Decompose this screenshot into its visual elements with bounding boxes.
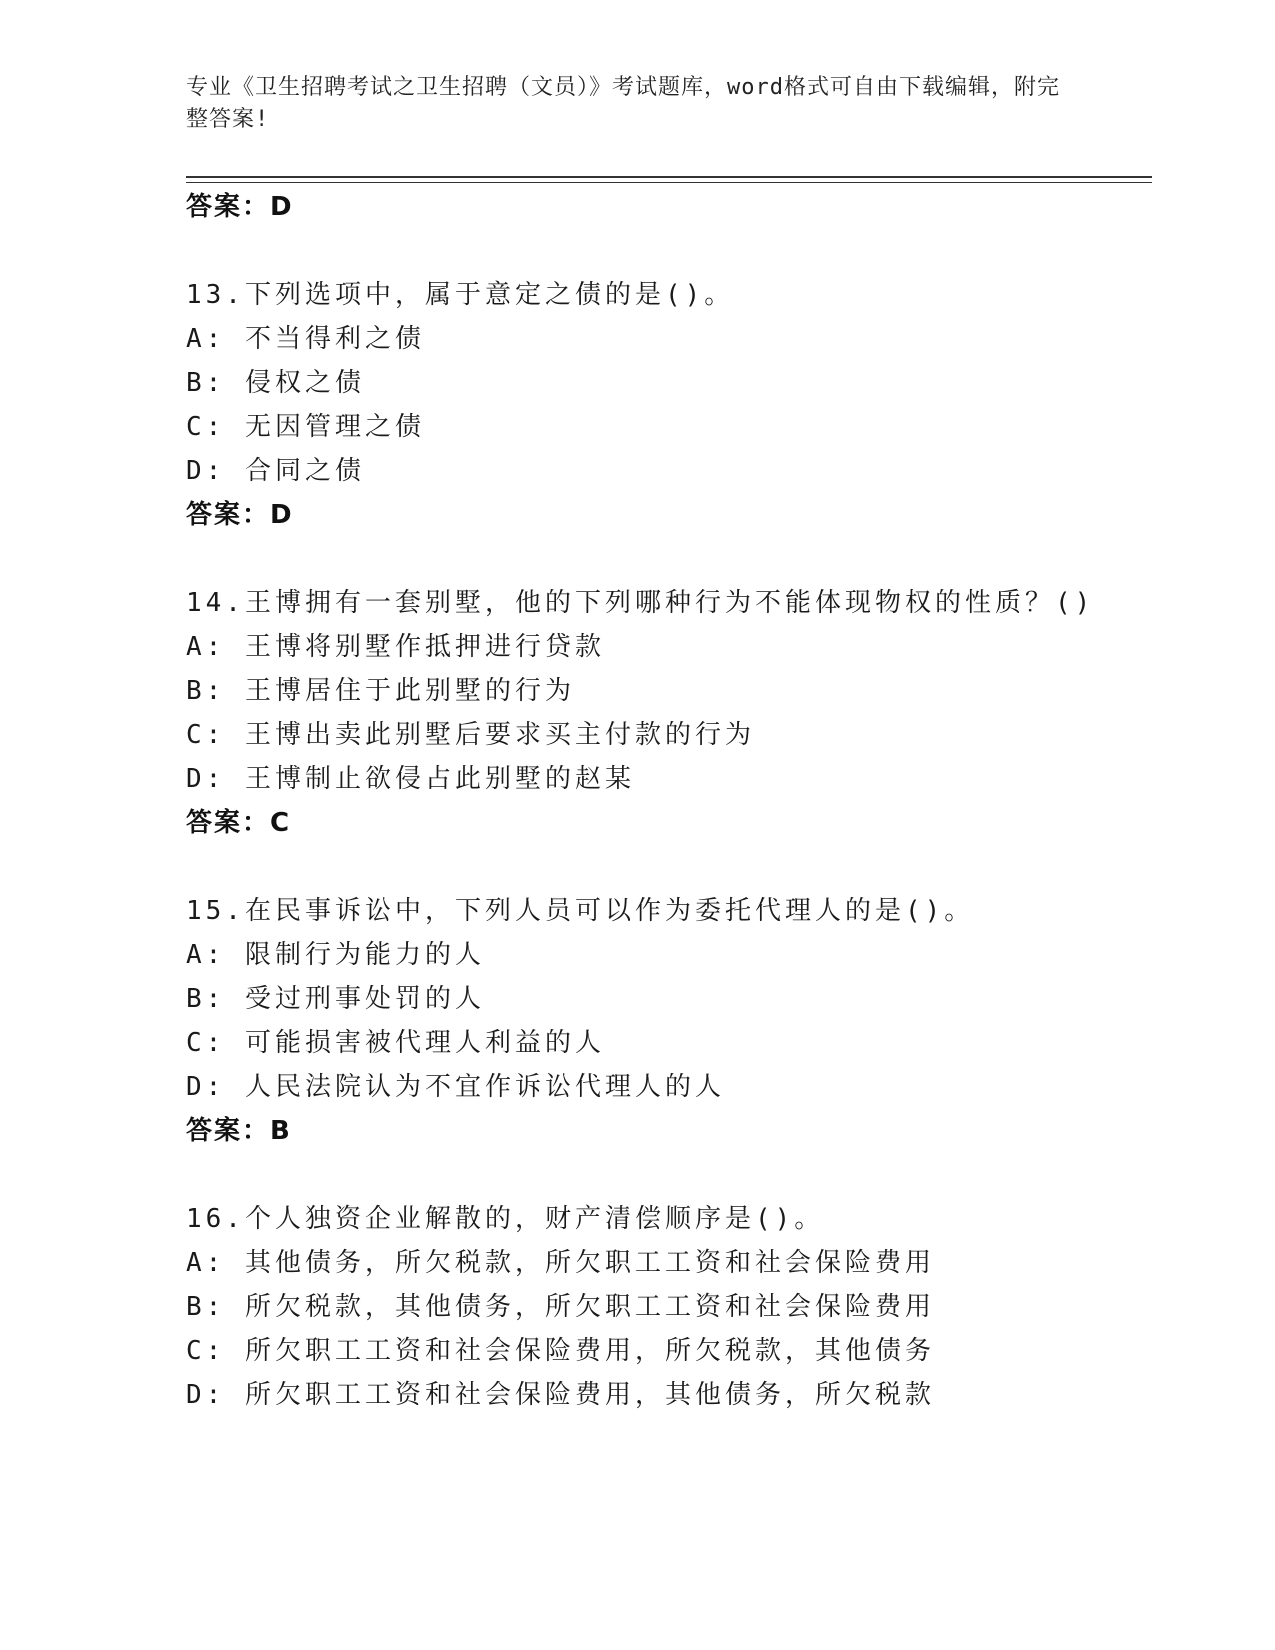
document-header: 专业《卫生招聘考试之卫生招聘（文员）》考试题库，word格式可自由下载编辑，附完整答案! (186, 75, 1060, 132)
question-15-option-c: C: 可能损害被代理人利益的人 (186, 1028, 605, 1058)
answer-15: 答案：B (186, 1116, 292, 1146)
answer-12: 答案：D (186, 192, 294, 222)
question-15-option-a: A: 限制行为能力的人 (186, 940, 485, 970)
question-16-option-d: D: 所欠职工工资和社会保险费用，其他债务，所欠税款 (186, 1380, 935, 1410)
question-14-stem: 14.王博拥有一套别墅，他的下列哪种行为不能体现物权的性质？() (186, 588, 1095, 618)
question-13-option-c: C: 无因管理之债 (186, 412, 425, 442)
answer-14: 答案：C (186, 808, 292, 838)
question-14-option-b: B: 王博居住于此别墅的行为 (186, 676, 575, 706)
question-15-stem: 15.在民事诉讼中，下列人员可以作为委托代理人的是()。 (186, 896, 975, 926)
question-13-stem: 13.下列选项中，属于意定之债的是()。 (186, 280, 735, 310)
question-15-option-d: D: 人民法院认为不宜作诉讼代理人的人 (186, 1072, 725, 1102)
question-16-option-a: A: 其他债务，所欠税款，所欠职工工资和社会保险费用 (186, 1248, 935, 1278)
question-14-option-c: C: 王博出卖此别墅后要求买主付款的行为 (186, 720, 755, 750)
question-13-option-d: D: 合同之债 (186, 456, 365, 486)
question-13-option-a: A: 不当得利之债 (186, 324, 425, 354)
question-13-option-b: B: 侵权之债 (186, 368, 365, 398)
header-rule-thick (186, 176, 1152, 178)
question-14-option-a: A: 王博将别墅作抵押进行贷款 (186, 632, 605, 662)
question-16-stem: 16.个人独资企业解散的，财产清偿顺序是()。 (186, 1204, 825, 1234)
question-16-option-c: C: 所欠职工工资和社会保险费用，所欠税款，其他债务 (186, 1336, 935, 1366)
question-14-option-d: D: 王博制止欲侵占此别墅的赵某 (186, 764, 635, 794)
header-rule-thin (186, 182, 1152, 183)
question-16-option-b: B: 所欠税款，其他债务，所欠职工工资和社会保险费用 (186, 1292, 935, 1322)
answer-13: 答案：D (186, 500, 294, 530)
question-15-option-b: B: 受过刑事处罚的人 (186, 984, 485, 1014)
